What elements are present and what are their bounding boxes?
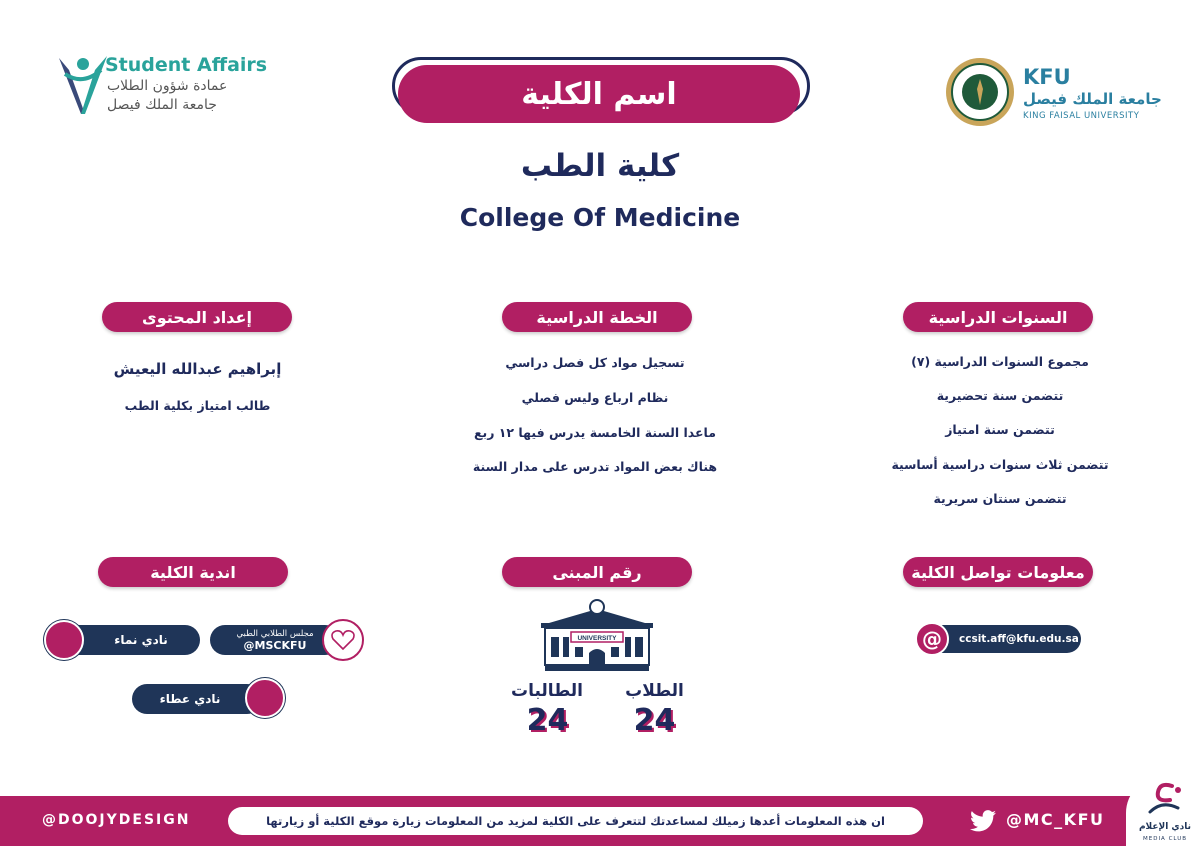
title-banner xyxy=(392,57,812,127)
male-count: 24 xyxy=(633,703,676,738)
club-nama-label: نادي نماء xyxy=(114,633,168,647)
female-label: الطالبات xyxy=(511,681,583,701)
kfu-seal-icon xyxy=(945,57,1015,127)
section-contact-pill: معلومات تواصل الكلية xyxy=(903,557,1093,587)
kfu-abbr: KFU xyxy=(1023,65,1071,89)
media-club-badge xyxy=(1126,776,1200,849)
club-ataa-circle xyxy=(245,678,285,718)
twitter-handle[interactable]: @MC_KFU xyxy=(1006,810,1105,829)
college-name-en: College Of Medicine xyxy=(459,203,741,232)
section-years-pill: السنوات الدراسية xyxy=(903,302,1093,332)
footer-message: ان هذه المعلومات أعدها زميلك لمساعدتك لتتعرف على الكلية لمزيد من المعلومات زيارة موقع الكلية أو زيارتها xyxy=(266,814,885,828)
section-content-pill: إعداد المحتوى xyxy=(102,302,292,332)
club-ataa-chip[interactable] xyxy=(132,678,287,720)
years-item-1: مجموع السنوات الدراسية (٧) xyxy=(911,354,1089,369)
university-building-icon xyxy=(541,597,653,673)
kfu-logo xyxy=(945,57,1162,127)
contact-email-chip[interactable] xyxy=(915,622,1081,656)
contact-email[interactable]: ccsit.aff@kfu.edu.sa xyxy=(959,633,1079,645)
council-name-ar: مجلس الطلابي الطبي xyxy=(236,628,314,639)
building-sign-text: UNIVERSITY xyxy=(577,635,617,642)
student-affairs-en: Student Affairs xyxy=(105,54,268,76)
college-name-ar: كلية الطب xyxy=(520,148,680,184)
council-logo-icon xyxy=(322,619,364,661)
plan-item-3: ماعدا السنة الخامسة يدرس فيها ١٢ ربع xyxy=(474,425,716,440)
content-author-role: طالب امتياز بكلية الطب xyxy=(124,398,271,413)
council-chip[interactable] xyxy=(208,619,364,661)
media-club-ar: نادي الإعلام xyxy=(1138,822,1192,832)
female-count: 24 xyxy=(526,703,569,738)
footer-designer[interactable]: @DOOJYDESIGN xyxy=(42,812,191,828)
years-item-4: تتضمن ثلاث سنوات دراسية أساسية xyxy=(891,457,1109,472)
student-affairs-logo xyxy=(55,52,268,122)
club-ataa-label: نادي عطاء xyxy=(159,692,221,706)
media-club-logo-icon xyxy=(1142,782,1186,818)
kfu-ar: جامعة الملك فيصل xyxy=(1023,90,1162,108)
club-nama-circle xyxy=(44,620,84,660)
section-clubs-pill: اندية الكلية xyxy=(98,557,288,587)
student-affairs-ar: عمادة شؤون الطلاب xyxy=(107,78,228,94)
kfu-en: KING FAISAL UNIVERSITY xyxy=(1023,111,1140,121)
banner-fill xyxy=(398,65,800,123)
email-at-icon: @ xyxy=(915,622,949,656)
university-ar-small: جامعة الملك فيصل xyxy=(107,97,217,113)
male-label: الطلاب xyxy=(625,681,684,701)
section-plan-pill: الخطة الدراسية xyxy=(502,302,692,332)
plan-item-2: نظام ارباع وليس فصلي xyxy=(521,390,669,405)
footer-message-pill xyxy=(228,807,923,835)
club-nama-chip[interactable] xyxy=(44,619,204,661)
section-building-pill: رقم المبنى xyxy=(502,557,692,587)
media-club-en: MEDIA CLUB xyxy=(1142,836,1188,842)
council-handle[interactable]: @MSCKFU xyxy=(243,638,307,652)
plan-item-1: تسجيل مواد كل فصل دراسي xyxy=(505,355,685,370)
twitter-icon[interactable] xyxy=(970,810,996,832)
plan-item-4: هناك بعض المواد تدرس على مدار السنة xyxy=(472,459,718,474)
years-item-2: تتضمن سنة تحضيرية xyxy=(936,388,1064,403)
content-author-name: إبراهيم عبدالله اليعيش xyxy=(113,360,282,378)
years-item-5: تتضمن سنتان سريرية xyxy=(933,491,1067,506)
years-item-3: تتضمن سنة امتياز xyxy=(945,422,1055,437)
banner-title: اسم الكلية xyxy=(521,76,677,112)
student-affairs-emblem-icon xyxy=(55,52,111,118)
